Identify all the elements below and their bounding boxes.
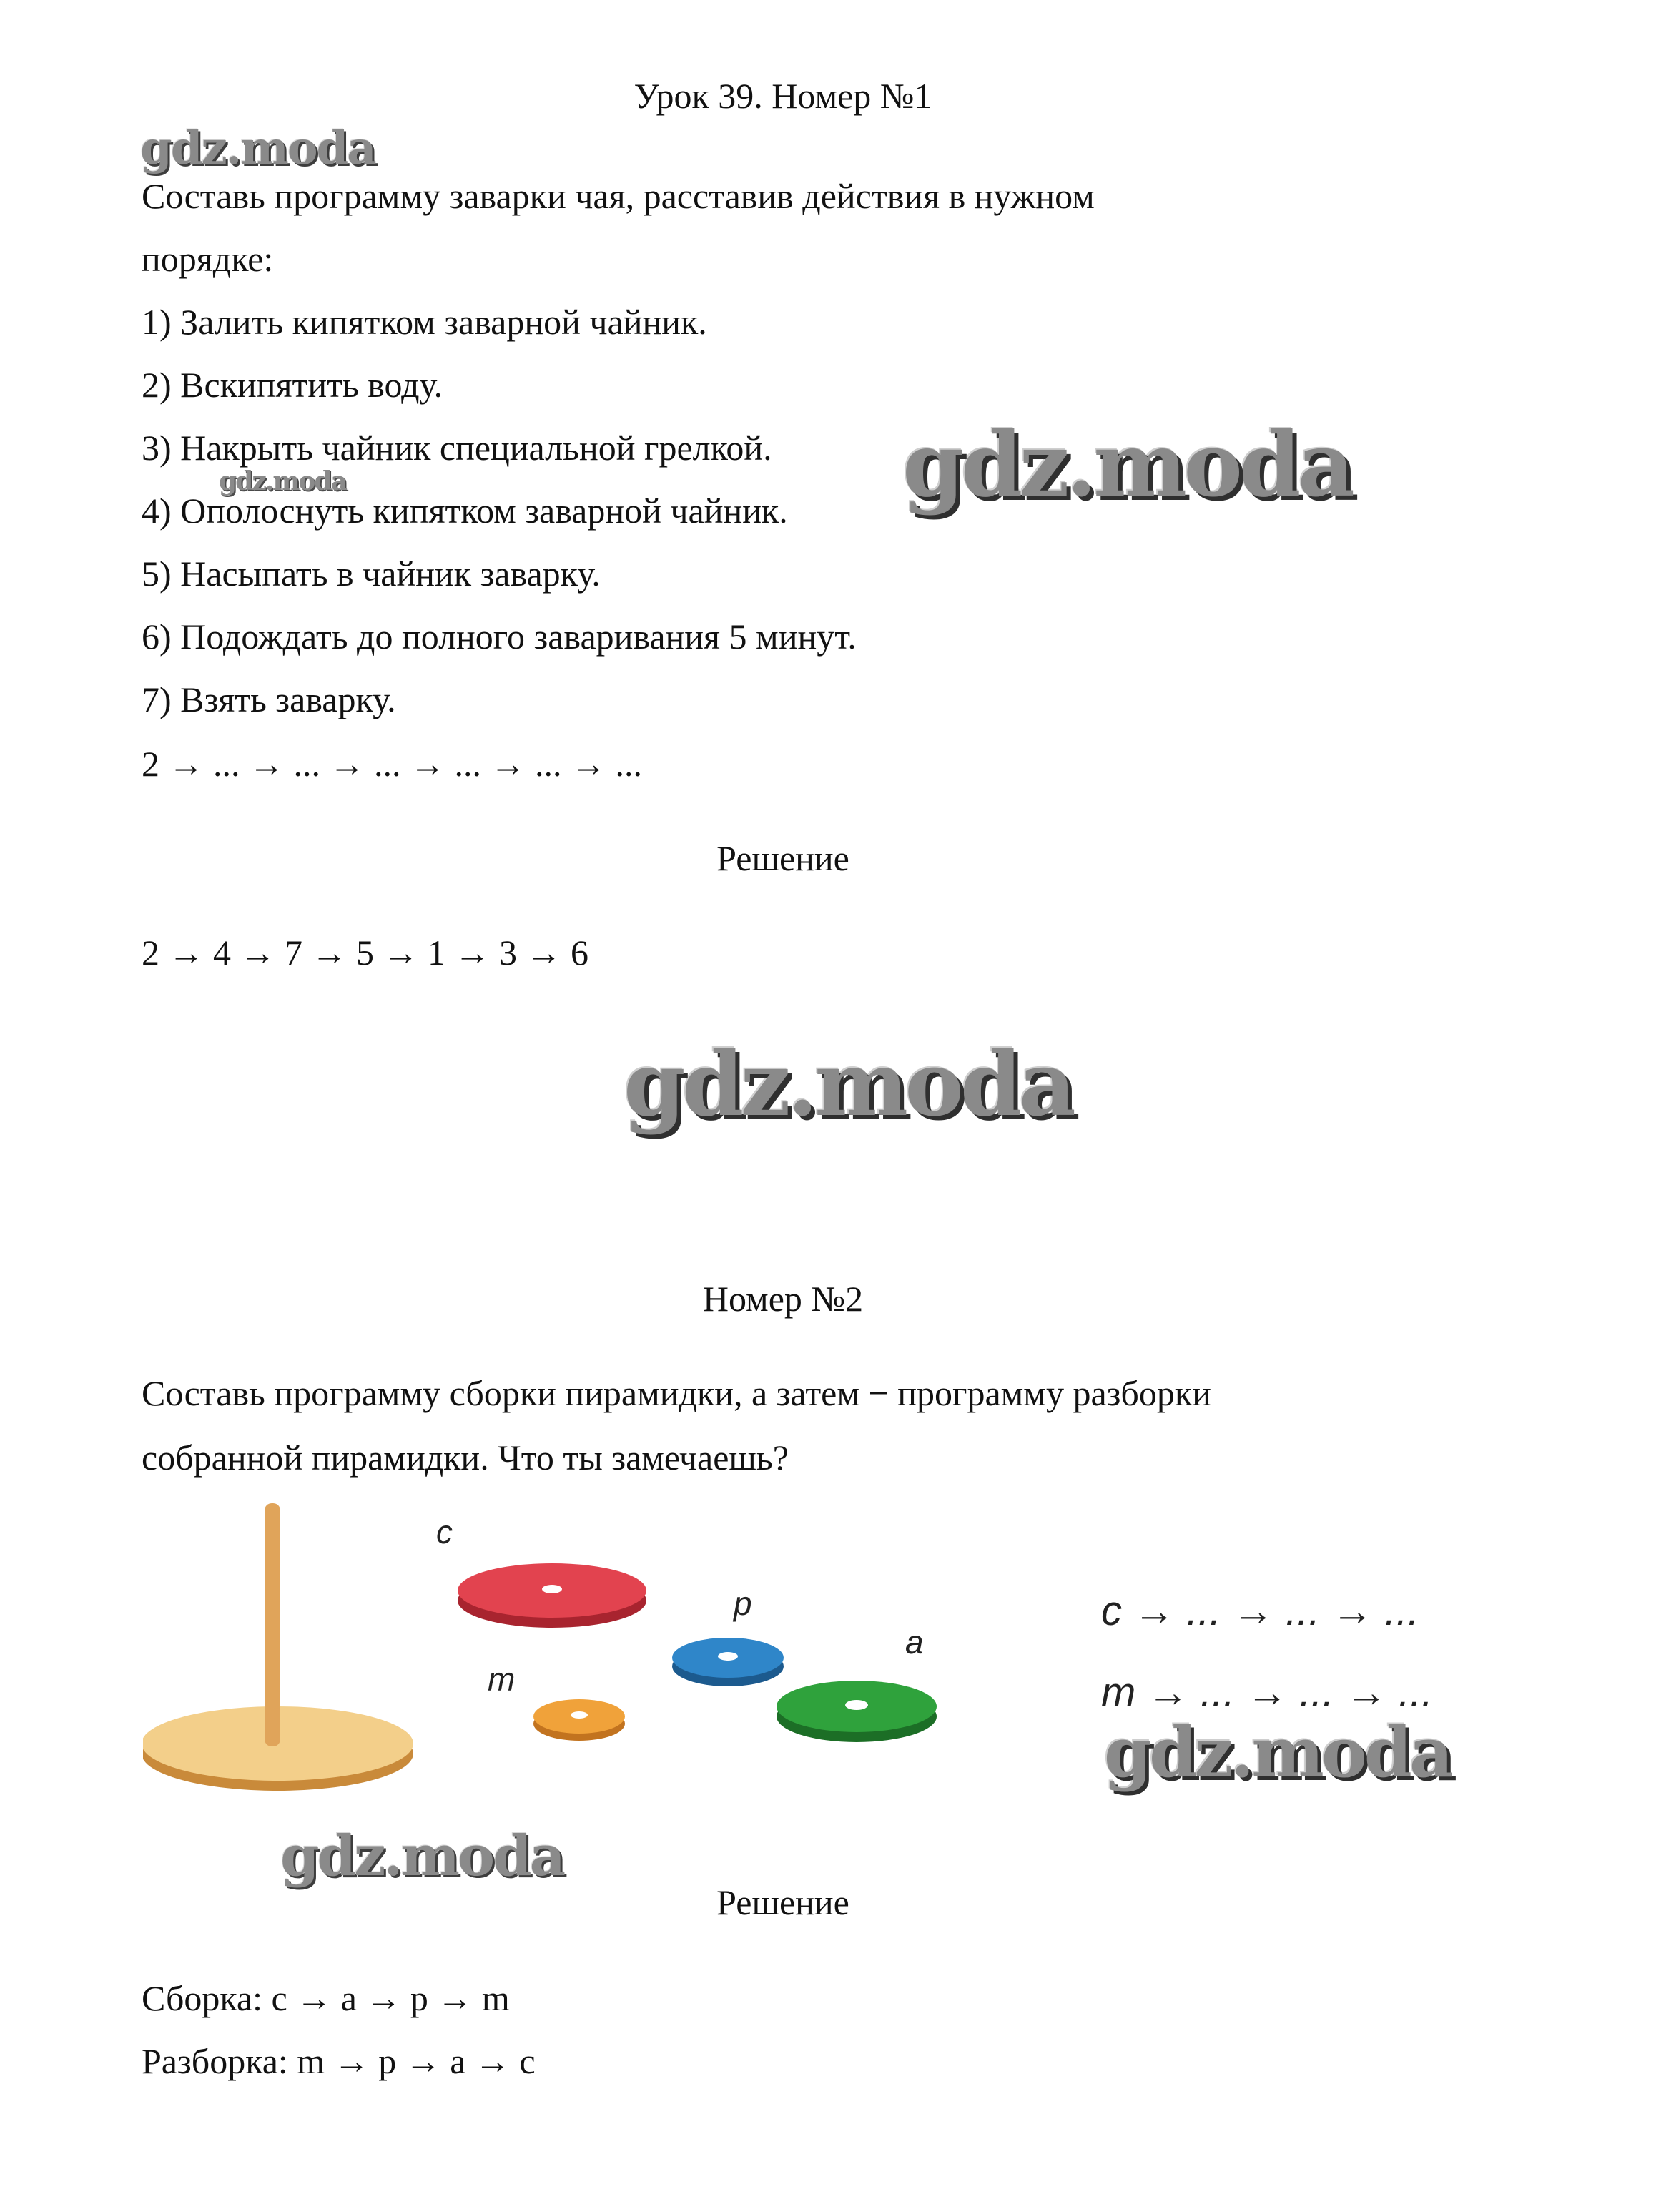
task1-template: 2 → ... → ... → ... → ... → ... → ... [142,744,642,784]
task1-step: 1) Залить кипятком заварной чайник. [142,302,707,342]
task1-step: 2) Вскипятить воду. [142,365,443,405]
task1-step: 4) Ополоснуть кипятком заварной чайник. [142,491,788,531]
ring-m [533,1699,625,1741]
pyramid-figure [143,1488,1602,1845]
watermark-large-1: gdz.moda [902,413,1351,517]
task1-prompt-line2: порядке: [142,239,274,279]
page-title: Урок 39. Номер №1 [634,76,932,116]
ring-p [672,1638,784,1686]
task2-title: Номер №2 [702,1279,864,1319]
task1-step: 7) Взять заварку. [142,679,396,719]
pyramid-rod [265,1503,280,1746]
ring-label-a: a [905,1623,924,1661]
task2-assembly: Сборка: c → a → p → m [142,1978,510,2018]
task2-solution-heading: Решение [716,1882,849,1922]
task1-step: 6) Подождать до полного заваривания 5 минут. [142,616,857,657]
task1-solution: 2 → 4 → 7 → 5 → 1 → 3 → 6 [142,933,588,973]
watermark-small: gdz.moda [219,466,346,496]
task1-solution-heading: Решение [716,838,849,878]
task2-disassembly: Разборка: m → p → a → c [142,2041,536,2081]
ring-label-c: c [436,1513,453,1550]
task1-step: 5) Насыпать в чайник заварку. [142,554,601,594]
ring-a [777,1681,937,1742]
watermark-large-2: gdz.moda [624,1033,1073,1136]
watermark-top-left: gdz.moda [140,122,375,175]
pyramid-sequence-2: m → ... → ... → ... [1101,1669,1434,1716]
ring-label-p: p [734,1585,752,1622]
pyramid-sequence-1: c → ... → ... → ... [1101,1588,1419,1634]
ring-label-m: m [488,1661,516,1698]
task1-prompt-line1: Составь программу заварки чая, расставив действия в нужном [142,176,1095,216]
task2-prompt-line2: собранной пирамидки. Что ты замечаешь? [142,1437,789,1478]
task2-prompt-line1: Составь программу сборки пирамидки, а затем − программу разборки [142,1373,1211,1413]
watermark-figure-left: gdz.moda [280,1824,564,1889]
task1-step: 3) Накрыть чайник специальной грелкой. [142,428,772,468]
ring-c [458,1563,646,1628]
watermark-figure-right: gdz.moda [1104,1712,1452,1793]
